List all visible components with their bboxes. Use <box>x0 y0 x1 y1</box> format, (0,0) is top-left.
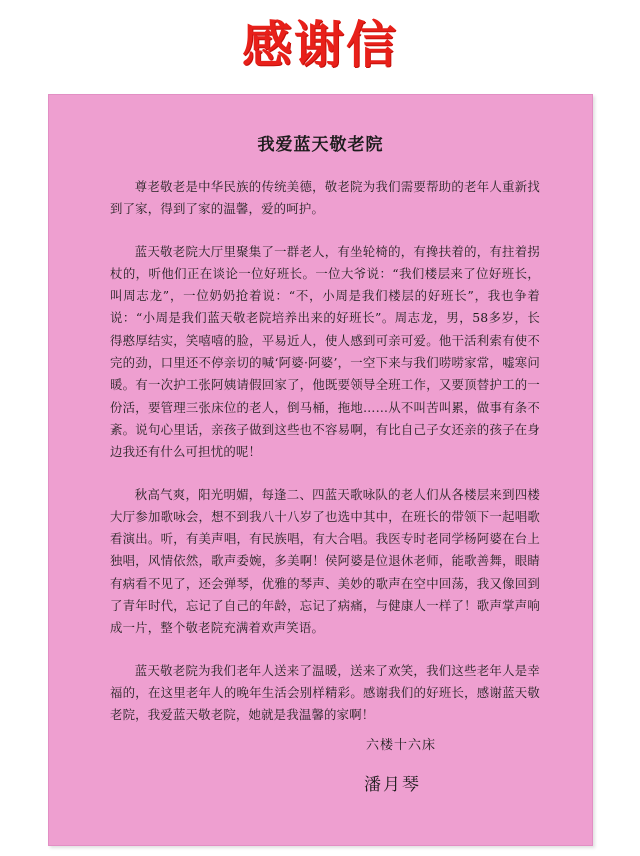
paragraph-closing: 蓝天敬老院为我们老年人送来了温暖，送来了欢笑，我们这些老年人是幸福的，在这里老年人的晚年生活会别样精彩。感谢我们的好班长，感谢蓝天敬老院，我爱蓝天敬老院，她就是我温馨的家啊！ <box>110 662 540 723</box>
letter-body <box>110 176 540 747</box>
signature: 潘月琴 <box>364 775 421 795</box>
letter-title: 我爱蓝天敬老院 <box>257 135 384 155</box>
banner-title: 感谢信 <box>242 16 398 74</box>
paragraph-choir: 秋高气爽，阳光明媚，每逢二、四蓝天歌咏队的老人们从各楼层来到四楼大厅参加歌咏会，想不到我八十八岁了也选中其中，在班长的带领下一起唱歌看演出。听，有美声唱，有民族唱，有大合唱。我医专时老同学杨阿婆在台上独唱，风情依然，歌声委婉，多美啊！侯阿婆是位退休老师，能歌善舞，眼睛有病看不见了，还会弹琴，优雅的琴声、美妙的歌声在空中回荡，我又像回到了青年时代，忘记了自己的年龄，忘记了病痛，与健康人一样了！歌声掌声响成一片，整个敬老院充满着欢声笑语。 <box>110 486 540 636</box>
letter-sheet <box>48 94 593 846</box>
sender-room: 六楼十六床 <box>366 738 437 753</box>
paragraph-intro: 尊老敬老是中华民族的传统美德，敬老院为我们需要帮助的老年人重新找到了家，得到了家的温馨，爱的呵护。 <box>110 179 540 217</box>
paragraph-monitor: 蓝天敬老院大厅里聚集了一群老人，有坐轮椅的，有搀扶着的，有拄着拐杖的，听他们正在谈论一位好班长。一位大爷说：“我们楼层来了位好班长，叫周志龙”，一位奶奶抢着说：“不，小周是我们楼层的好班长”，我也争着说：“小周是我们蓝天敬老院培养出来的好班长”。周志龙，男，58多岁，长得憨厚结实，笑嘻嘻的脸，平易近人，使人感到可亲可爱。他干活利索有使不完的劲，口里还不停亲切的喊‘阿婆·阿婆’，一空下来与我们唠唠家常，嘘寒问暖。有一次护工张阿姨请假回家了，他既要领导全班工作，又要顶替护工的一份活，要管理三张床位的老人，倒马桶，拖地……从不叫苦叫累，做事有条不紊。说句心里话，亲孩子做到这些也不容易啊，有比自己子女还亲的孩子在身边我还有什么可担忧的呢！ <box>110 243 540 460</box>
